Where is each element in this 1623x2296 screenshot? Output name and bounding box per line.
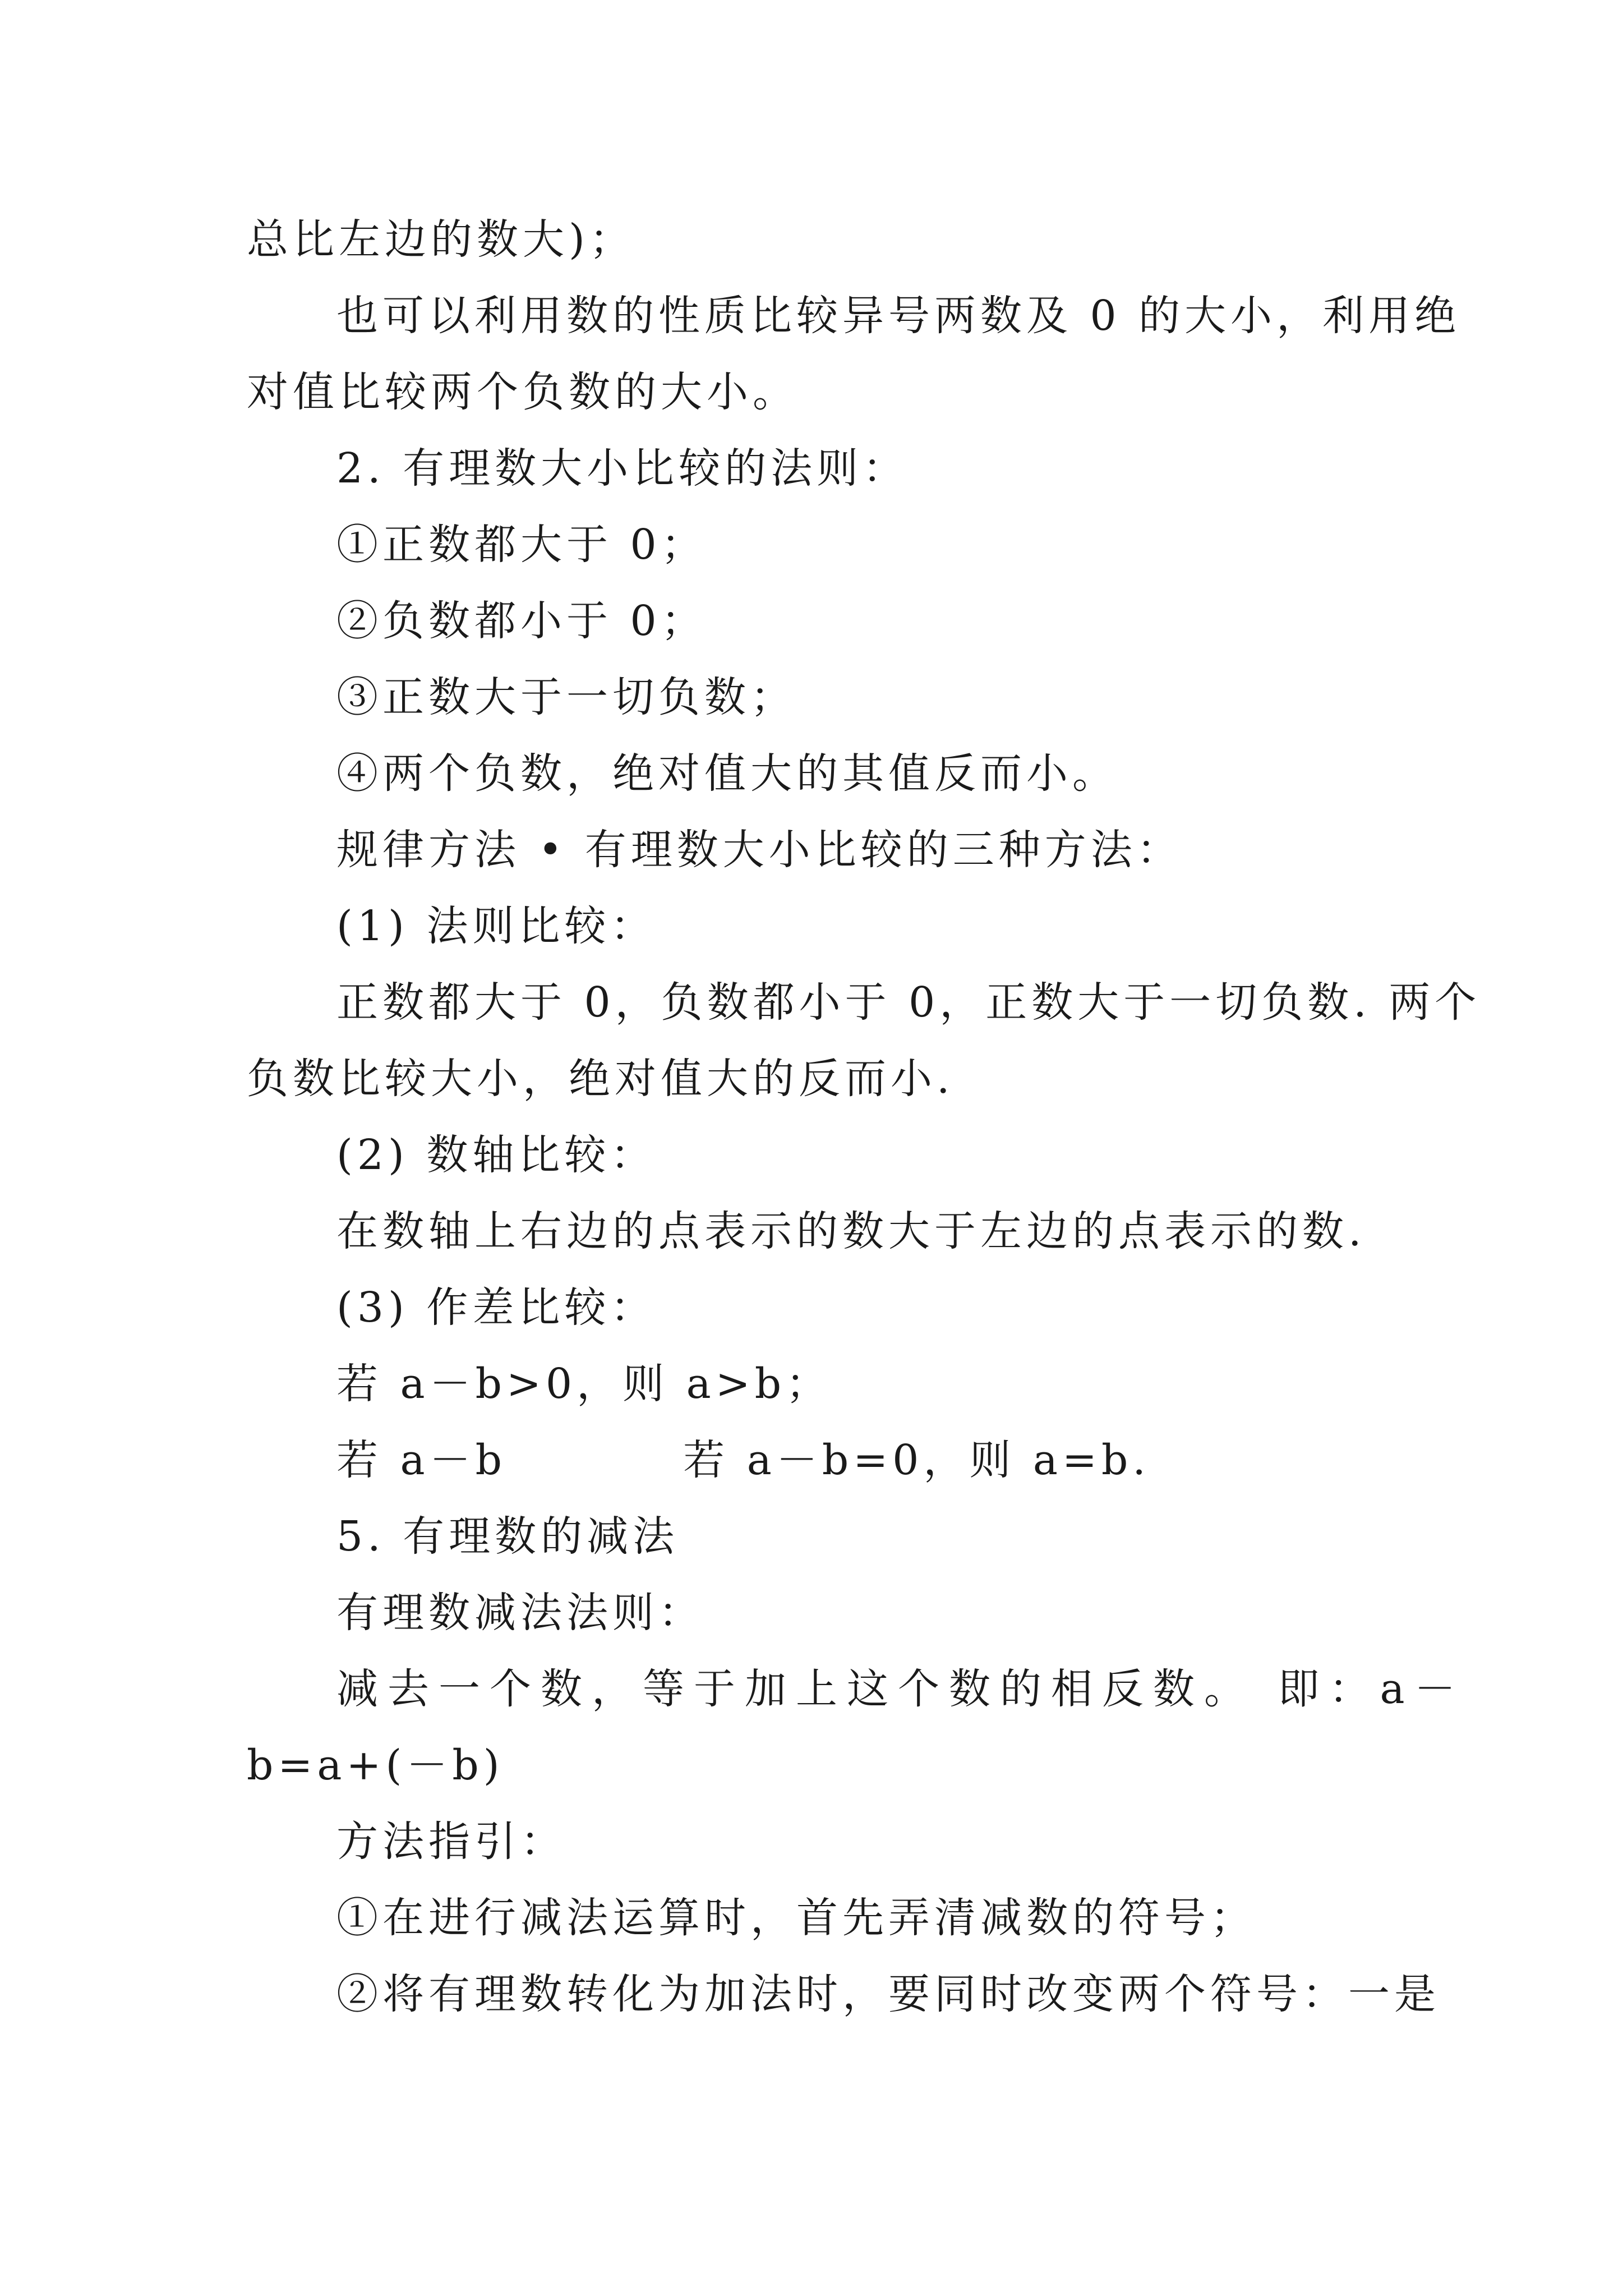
text-line: ①在进行减法运算时，首先弄清减数的符号； — [336, 1894, 1256, 1942]
text-line: 正数都大于 0，负数都小于 0，正数大于一切负数. 两个 — [336, 978, 1481, 1027]
text-line: ④两个负数，绝对值大的其值反而小。 — [336, 749, 1118, 798]
text-line: ②负数都小于 0； — [336, 597, 707, 645]
text-line: (2) 数轴比较： — [336, 1131, 657, 1179]
text-line: 对值比较两个负数的大小。 — [247, 368, 799, 416]
text-line: ②将有理数转化为加法时，要同时改变两个符号：一是 — [336, 1970, 1440, 2018]
text-line: 负数比较大小，绝对值大的反而小. — [247, 1055, 955, 1103]
text-line: ③正数大于一切负数； — [336, 673, 796, 721]
text-line: (3) 作差比较： — [336, 1283, 657, 1332]
text-line: ①正数都大于 0； — [336, 521, 707, 569]
text-line: 规律方法 • 有理数大小比较的三种方法： — [336, 826, 1183, 874]
text-line: (1) 法则比较： — [336, 902, 657, 950]
text-line: 若 a－b 若 a－b=0，则 a=b. — [336, 1436, 1150, 1484]
text-line: 5. 有理数的减法 — [336, 1512, 679, 1561]
text-line: b=a+(－b) — [247, 1741, 504, 1789]
text-line: 有理数减法法则： — [336, 1589, 704, 1637]
text-line: 总比左边的数大)； — [247, 215, 635, 264]
text-line: 也可以利用数的性质比较异号两数及 0 的大小，利用绝 — [336, 292, 1461, 340]
text-line: 在数轴上右边的点表示的数大于左边的点表示的数. — [336, 1207, 1366, 1255]
text-line: 减去一个数，等于加上这个数的相反数。 即：a－ — [336, 1665, 1465, 1713]
text-line: 2. 有理数大小比较的法则： — [336, 444, 909, 493]
text-line: 方法指引： — [336, 1818, 566, 1866]
text-line: 若 a－b>0，则 a>b； — [336, 1360, 832, 1408]
